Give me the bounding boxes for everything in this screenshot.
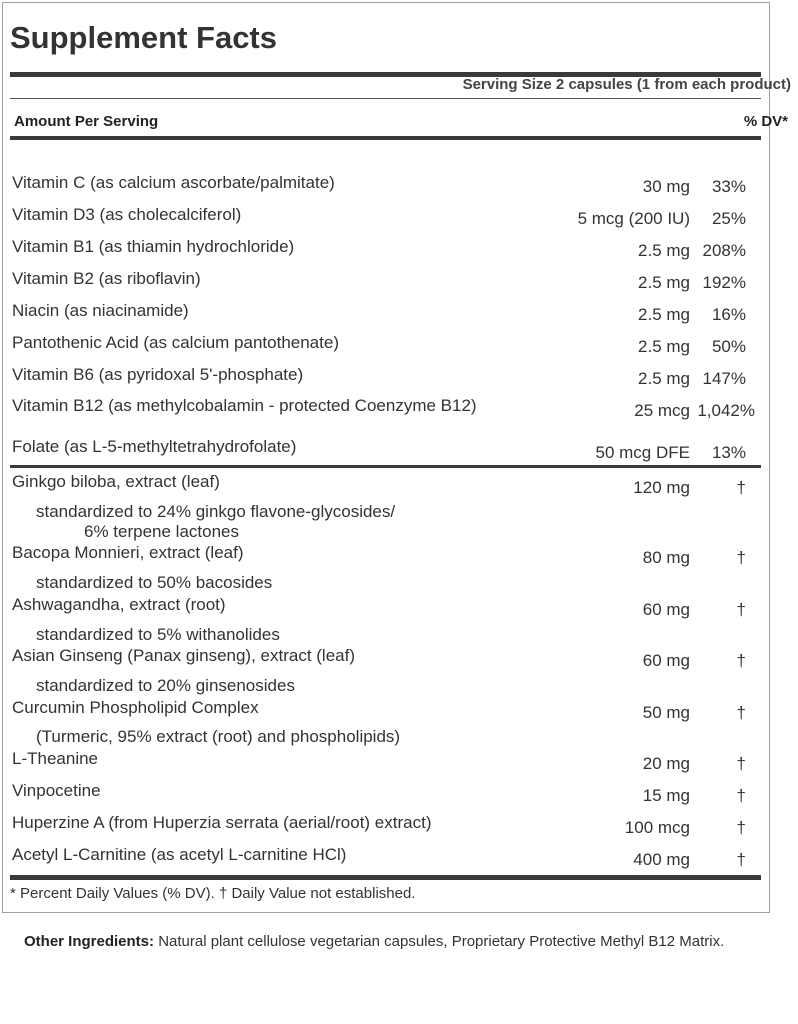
dagger-mark: † bbox=[736, 651, 746, 670]
header-thick-rule bbox=[10, 136, 761, 140]
ingredient-row bbox=[0, 543, 766, 573]
ingredient-name: Curcumin Phospholipid Complex bbox=[12, 698, 259, 717]
ingredient-amount: 120 mg bbox=[633, 478, 690, 497]
ingredient-amount: 15 mg bbox=[642, 786, 690, 805]
ingredient-amount: 400 mg bbox=[633, 850, 690, 869]
ingredient-name: Ginkgo biloba, extract (leaf) bbox=[12, 472, 220, 491]
ingredient-standardization: standardized to 24% ginkgo flavone-glycosides/ bbox=[36, 502, 396, 521]
ingredient-standardization: 6% terpene lactones bbox=[84, 522, 239, 541]
dagger-mark: † bbox=[736, 818, 746, 837]
nutrient-dv: 33% bbox=[711, 177, 746, 196]
ingredient-amount: 100 mcg bbox=[624, 818, 690, 837]
nutrient-amount: 2.5 mg bbox=[638, 241, 690, 260]
nutrient-name: Vitamin C (as calcium ascorbate/palmitate) bbox=[12, 173, 335, 192]
nutrient-dv: 13% bbox=[711, 443, 746, 462]
nutrient-row bbox=[0, 397, 766, 435]
ingredient-amount: 80 mg bbox=[642, 548, 690, 567]
nutrient-dv: 25% bbox=[711, 209, 746, 228]
panel-title: Supplement Facts bbox=[10, 20, 277, 55]
nutrient-dv: 208% bbox=[702, 241, 746, 260]
nutrient-amount: 2.5 mg bbox=[638, 273, 690, 292]
ingredient-row bbox=[0, 781, 766, 811]
footnote: * Percent Daily Values (% DV). † Daily Value not established. bbox=[10, 885, 416, 902]
ingredient-row bbox=[0, 472, 766, 502]
nutrient-amount: 30 mg bbox=[642, 177, 690, 196]
ingredient-row bbox=[0, 698, 766, 728]
ingredient-standardization: standardized to 50% bacosides bbox=[36, 573, 273, 592]
nutrient-dv: 50% bbox=[711, 337, 746, 356]
ingredient-row bbox=[0, 845, 766, 875]
ingredient-standardization: standardized to 5% withanolides bbox=[36, 625, 280, 644]
nutrient-name: Pantothenic Acid (as calcium pantothenate) bbox=[12, 333, 339, 352]
section-rule bbox=[10, 465, 761, 468]
nutrient-row bbox=[0, 365, 766, 395]
nutrient-row bbox=[0, 173, 766, 203]
dv-header: % DV* bbox=[743, 113, 788, 130]
nutrient-name: Vitamin B1 (as thiamin hydrochloride) bbox=[12, 237, 295, 256]
nutrient-name: Vitamin D3 (as cholecalciferol) bbox=[12, 205, 242, 224]
nutrient-row bbox=[0, 269, 766, 299]
ingredient-name: Ashwagandha, extract (root) bbox=[12, 595, 226, 614]
ingredient-standardization: (Turmeric, 95% extract (root) and phospholipids) bbox=[36, 727, 401, 746]
nutrient-row bbox=[0, 237, 766, 267]
ingredient-amount: 60 mg bbox=[642, 651, 690, 670]
nutrient-amount: 2.5 mg bbox=[638, 337, 690, 356]
nutrient-row bbox=[0, 205, 766, 235]
ingredient-name: Huperzine A (from Huperzia serrata (aerial/root) extract) bbox=[12, 813, 432, 832]
ingredient-row bbox=[0, 646, 766, 676]
nutrient-row bbox=[0, 301, 766, 331]
ingredient-name: Acetyl L-Carnitine (as acetyl L-carnitine HCl) bbox=[12, 845, 347, 864]
nutrient-amount: 25 mcg bbox=[634, 401, 690, 420]
nutrient-dv: 16% bbox=[711, 305, 746, 324]
other-ingredients bbox=[24, 929, 774, 955]
ingredient-row bbox=[0, 749, 766, 779]
ingredient-name: Bacopa Monnieri, extract (leaf) bbox=[12, 543, 244, 562]
dagger-mark: † bbox=[736, 850, 746, 869]
nutrient-name: Vitamin B6 (as pyridoxal 5'-phosphate) bbox=[12, 365, 304, 384]
ingredient-standardization: standardized to 20% ginsenosides bbox=[36, 676, 295, 695]
amount-per-serving-header: Amount Per Serving bbox=[14, 113, 159, 130]
nutrient-name: Niacin (as niacinamide) bbox=[12, 301, 189, 320]
nutrient-dv: 147% bbox=[702, 369, 746, 388]
dagger-mark: † bbox=[736, 754, 746, 773]
nutrient-name: Vitamin B2 (as riboflavin) bbox=[12, 269, 201, 288]
nutrient-amount: 2.5 mg bbox=[638, 369, 690, 388]
nutrient-dv: 1,042% bbox=[697, 401, 755, 420]
dagger-mark: † bbox=[736, 703, 746, 722]
nutrient-row bbox=[0, 437, 766, 467]
ingredient-name: Vinpocetine bbox=[12, 781, 101, 800]
nutrient-amount: 2.5 mg bbox=[638, 305, 690, 324]
ingredient-row bbox=[0, 595, 766, 625]
dagger-mark: † bbox=[736, 600, 746, 619]
nutrient-row bbox=[0, 333, 766, 363]
ingredient-row bbox=[0, 813, 766, 843]
dagger-mark: † bbox=[736, 478, 746, 497]
other-ingredients-label: Other Ingredients: bbox=[24, 933, 155, 950]
other-ingredients-text: Natural plant cellulose vegetarian capsules, Proprietary Protective Methyl B12 Matrix. bbox=[158, 933, 725, 950]
ingredient-amount: 50 mg bbox=[642, 703, 690, 722]
nutrient-amount: 5 mcg (200 IU) bbox=[577, 209, 690, 228]
serving-size: Serving Size 2 capsules (1 from each product) bbox=[462, 76, 791, 93]
ingredient-amount: 60 mg bbox=[642, 600, 690, 619]
dagger-mark: † bbox=[736, 786, 746, 805]
ingredient-name: Asian Ginseng (Panax ginseng), extract (leaf) bbox=[12, 646, 356, 665]
nutrient-name: Vitamin B12 (as methylcobalamin - protected Coenzyme B12) bbox=[12, 396, 477, 415]
nutrient-dv: 192% bbox=[702, 273, 746, 292]
dagger-mark: † bbox=[736, 548, 746, 567]
bottom-thick-rule bbox=[10, 875, 761, 880]
ingredient-amount: 20 mg bbox=[642, 754, 690, 773]
nutrient-amount: 50 mcg DFE bbox=[595, 443, 690, 462]
ingredient-name: L-Theanine bbox=[12, 749, 99, 768]
nutrient-name: Folate (as L-5-methyltetrahydrofolate) bbox=[12, 437, 297, 456]
serving-rule bbox=[10, 98, 761, 99]
